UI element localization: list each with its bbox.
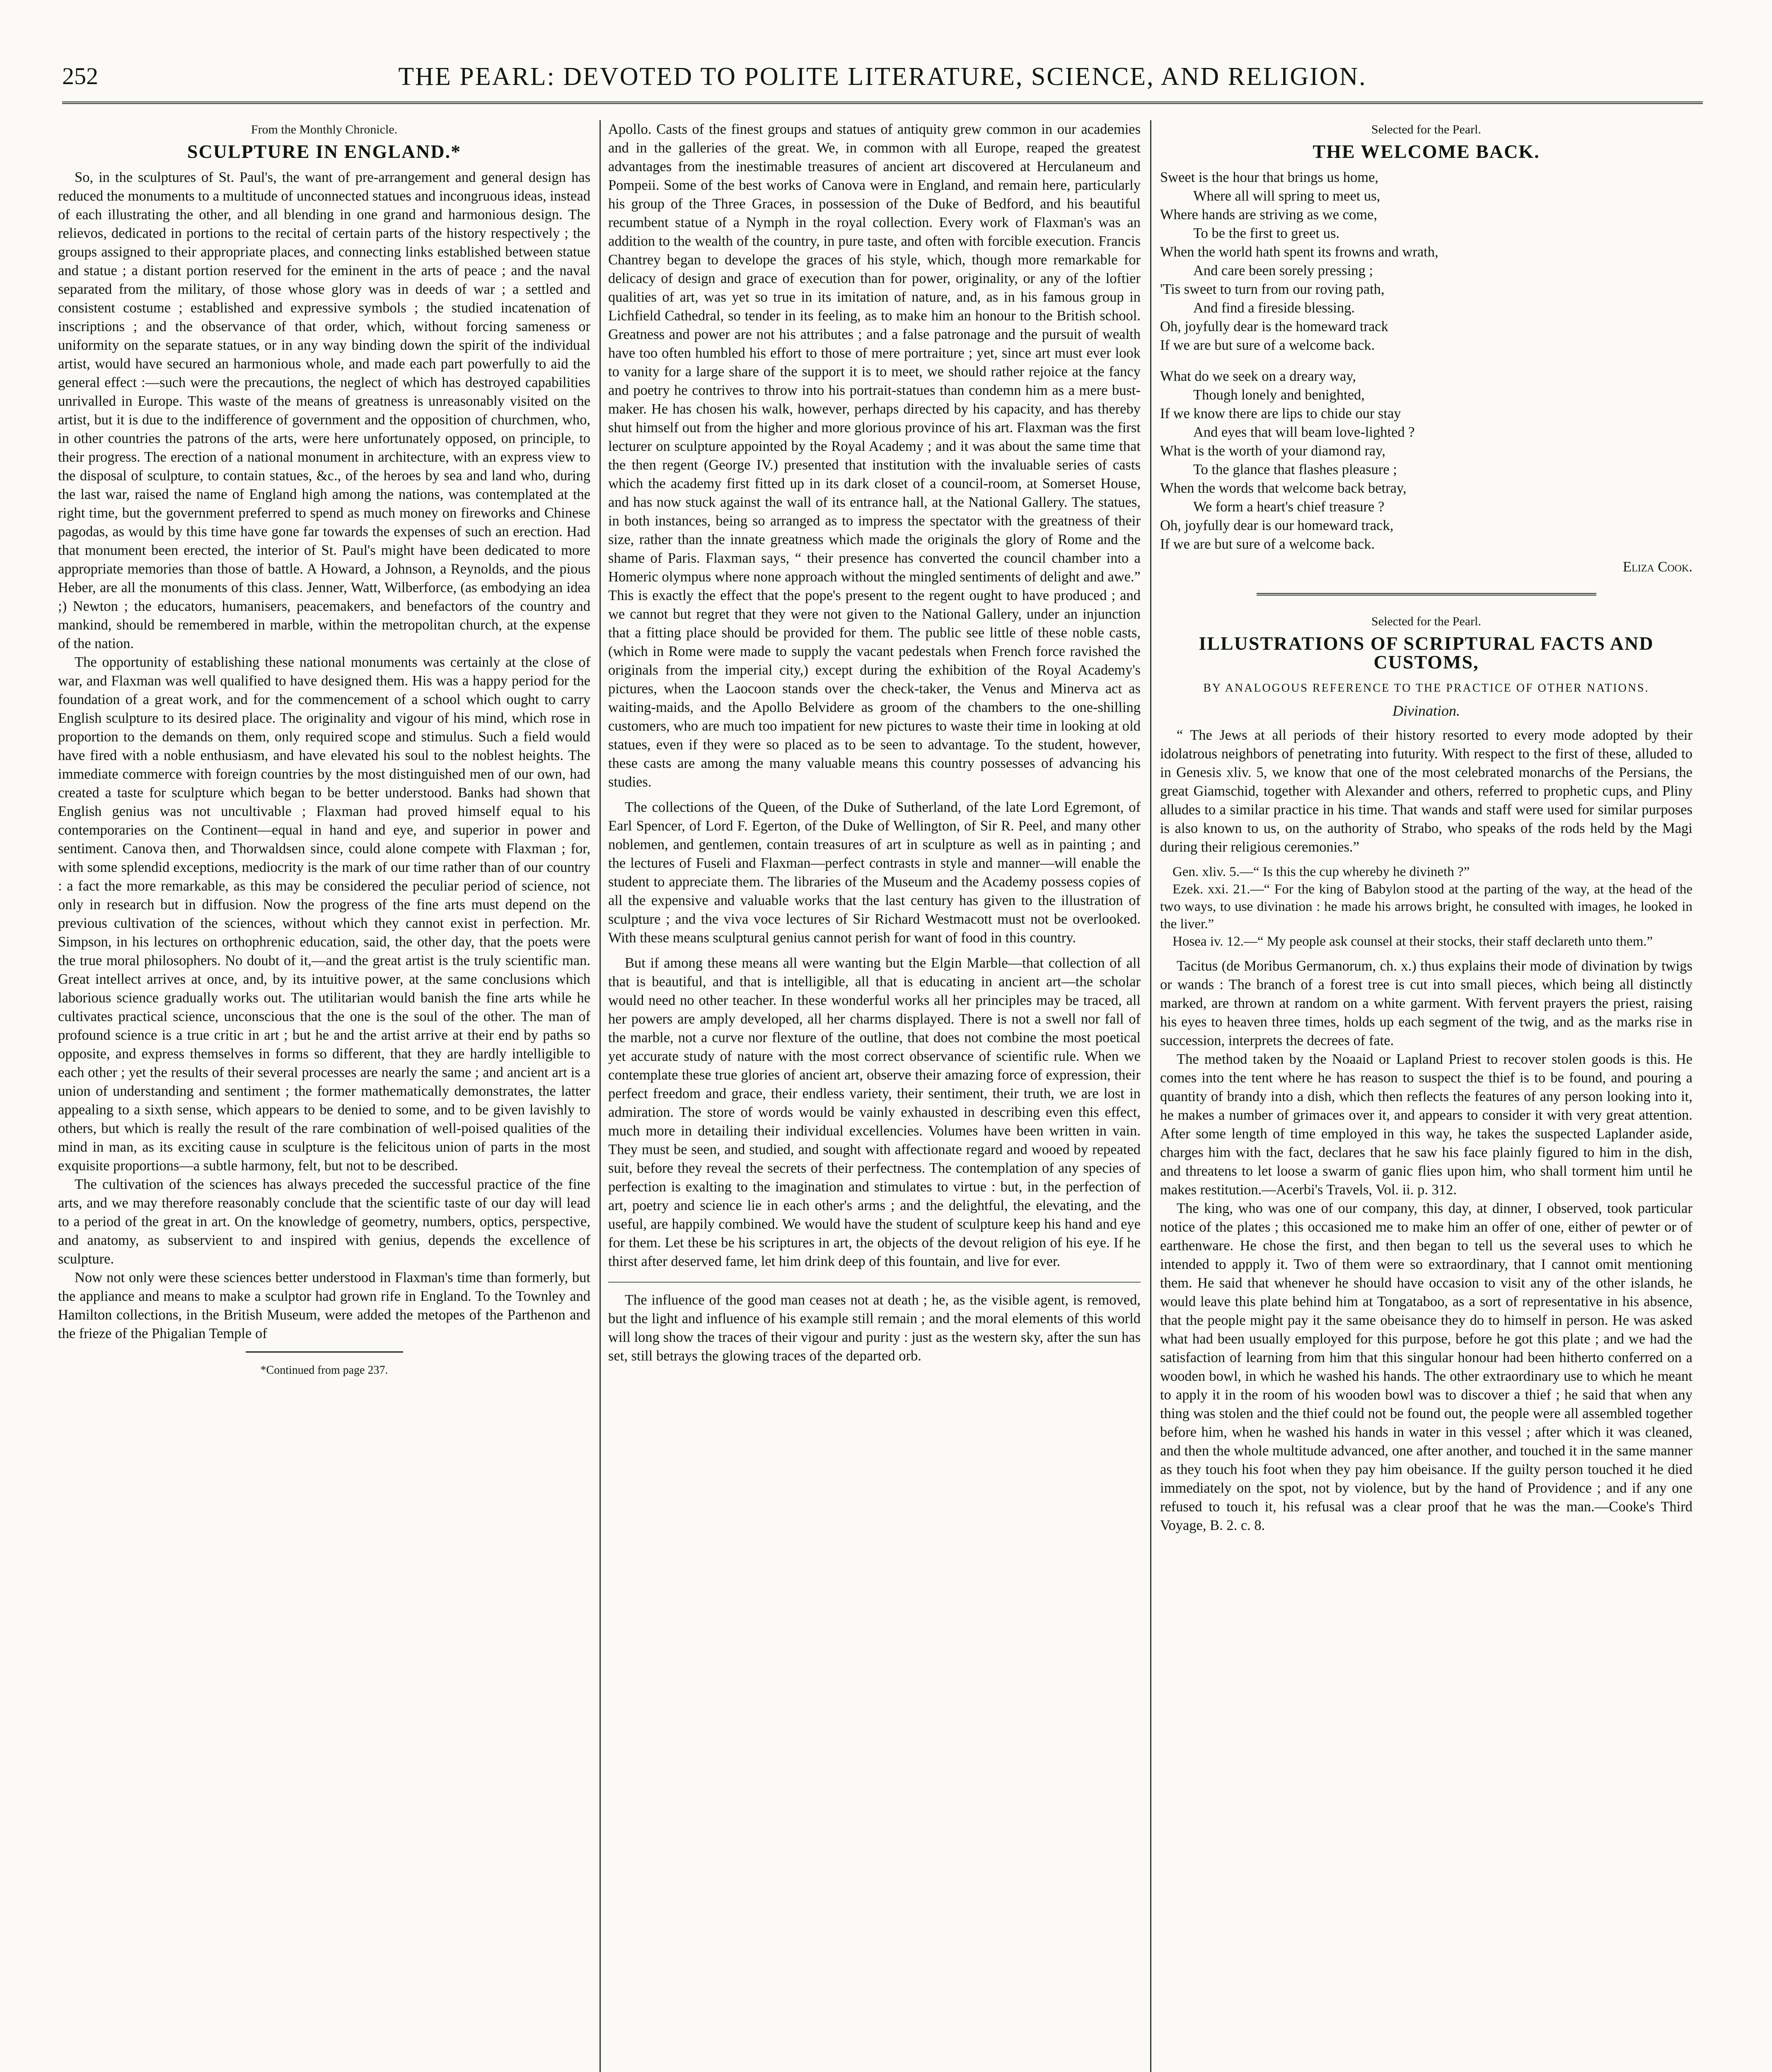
- paragraph: Tacitus (de Moribus Germanorum, ch. x.) thus explains their mode of divination by twigs or wands : The branch of a forest tree is cut into small pieces, which being all distinctly marked, are thrown at random on a white garment. With fervent prayers the priest, raising his eyes to heaven three times, holds up each segment of the twig, and as the marks rise in succession, interprets the decrees of fate.: [1160, 958, 1692, 1048]
- poem-stanza-1: [1160, 168, 1692, 355]
- section-divider: [1257, 593, 1596, 595]
- poem-line: To the glance that flashes pleasure ;: [1193, 462, 1397, 477]
- page-header: [62, 62, 1703, 104]
- paragraph: “ The Jews at all periods of their history resorted to every mode adopted by their idolatrous neighbors of penetrating into futurity. With respect to the first of these, alluded to in Genesis xliv. 5, we know that one of the most celebrated monarchs of the Persians, the great Giamschid, together with Alexander and others, referred to prophetic cups, and Pliny alludes to a similar practice in his time. That wands and staff were used for similar purposes is also known to us, on the authority of Strabo, who speaks of the rods held by the Magi during their religious ceremonies.”: [1160, 727, 1692, 855]
- poem-line: If we are but sure of a welcome back.: [1160, 337, 1375, 353]
- footnote-rule: [246, 1351, 403, 1353]
- article-title: SCULPTURE IN ENGLAND.*: [187, 141, 462, 162]
- poem-line: To be the first to greet us.: [1193, 225, 1340, 241]
- poem-title: THE WELCOME BACK.: [1313, 141, 1540, 162]
- article-source: Selected for the Pearl.: [1371, 615, 1481, 628]
- paragraph: The collections of the Queen, of the Duke of Sutherland, of the late Lord Egremont, of Earl Spencer, of Lord F. Egerton, of the Duke of Wellington, of Sir R. Peel, and many other noblemen, and gentlemen, contain treasures of art in sculpture as well as in painting ; and the lectures of Fuseli and Flaxman—perfect contrasts in style and manner—will enable the student to appreciate them. The libraries of the Museum and the Academy possess copies of all the expensive and valuable works that the last century has given to the illustration of sculpture ; and the viva voce lectures of Sir Richard Westmacott must not be overlooked. With these means sculptural genius cannot perish for want of food in this country.: [608, 799, 1141, 946]
- poem-line: Oh, joyfully dear is the homeward track: [1160, 319, 1388, 334]
- column-rule: [600, 120, 601, 2072]
- poem-line: Though lonely and benighted,: [1193, 387, 1365, 403]
- paragraph: Apollo. Casts of the finest groups and statues of antiquity grew common in our academies and in the galleries of the great. We, in common with all Europe, reaped the greatest advantages from the inestimable treasures of ancient art discovered at Herculaneum and Pompeii. Some of the best works of Canova were in England, and remain here, particularly his group of the Three Graces, in possession of the Duke of Bedford, and his beautiful recumbent statue of a Nymph in the royal collection. Every work of Flaxman's was an addition to the wealth of the country, in pure taste, and often with forcible execution. Francis Chantrey began to develope the graces of his style, which, though more remarkable for delicacy of design and grace of execution than for power, originality, or any of the loftier qualities of art, was yet so true in its imitation of nature, and, as in his famous group in Lichfield Cathedral, so tender in its feeling, as to make him an honour to the British school. Greatness and power are not his attributes ; and a false patronage and the pursuit of wealth have too often humbled his effort to those of mere portraiture ; yet, since art must ever look to vanity for a large share of the support it is to meet, we should rather rejoice at the fancy and poetry he contrives to throw into his portrait-statues than condemn him as a mere bust-maker. He has chosen his walk, however, perhaps directed by his capacity, and has thereby shut himself out from the higher and more glorious province of his art. Flaxman was the first lecturer on sculpture appointed by the Royal Academy ; and it was about the same time that the then regent (George IV.) presented that institution with the invaluable series of casts which the academy first fitted up in its dark closet of a council-room, at Somerset House, and has now stuck against the wall of its entrance hall, at the National Gallery. The statues, in both instances, being so arranged as to impress the spectator with the greatness of their size, rather than the innate greatness which made the originals the glory of Rome and the shame of Paris. Flaxman says, “ their presence has converted the council chamber into a Homeric olympus where none approach without the mingled sentiments of delight and awe.” This is exactly the effect that the pope's present to the regent ought to have produced ; and we cannot but regret that they were not given to the National Gallery, under an injunction that a fitting place should be provided for them. The public see little of these noble casts, (which in Rome were made to supply the vacant pedestals when French force ravished the originals from the imperial city,) except during the exhibition of the Royal Academy's pictures, when the Laocoon stands over the check-taker, the Venus and Minerva act as waiting-maids, and the Apollo Belvidere as groom of the chambers to the one-shilling customers, who are much too impatient for new pictures to waste their time in looking at old statues, even if they were so placed as to be seen to advantage. To the student, however, these casts are among the many valuable means this country possesses of advancing his studies.: [608, 121, 1141, 790]
- poem-line: We form a heart's chief treasure ?: [1193, 499, 1385, 515]
- spacer: [1160, 355, 1692, 367]
- paragraph: The opportunity of establishing these national monuments was certainly at the close of war, and Flaxman was well qualified to have designed them. His was a happy period for the foundation of a great work, and for the commencement of a school which ought to carry English sculpture to its desired place. The originality and vigour of his mind, which rose in proportion to the demands on them, only required scope and stimulus. Such a field would have fired with a noble enthusiasm, and have elevated his soul to the noblest heights. The immediate commerce with foreign countries by the most distinguished men of our own, had created a taste for sculpture which began to be better understood. Banks had shown that English genius was not uncultivable ; Flaxman had proved himself equal to his contemporaries on the Continent—equal in hand and eye, and superior in power and sentiment. Canova then, and Thorwaldsen since, could alone compete with Flaxman ; for, with some splendid exceptions, mediocrity is the mark of our time rather than of our country : a fact the more remarkable, as this may be considered the peculiar period of science, not only in research but in diffusion. Now the progress of the fine arts must depend on the previous cultivation of the sciences, without which they cannot exist in perfection. Mr. Simpson, in his lectures on orthophrenic education, said, the other day, that the poets were the true moral philosophers. No doubt of it,—and the great artist is the truly scientific man. Great intellect arrives at once, and, by its intuitive power, at the same conclusions which laborious science gradually works out. The utilitarian would banish the fine arts while he cultivates practical science, unconscious that the one is the soul of the other. The man of profound science is a true critic in art ; but he and the artist arrive at their end by paths so opposite, and express themselves in forms so different, that they are hardly intelligible to each other ; yet the results of their several processes are nearly the same ; and ancient art is a union of understanding and sentiment ; the former mathematically demonstrates, the latter appealing to a sixth sense, which appears to be denied to some, and to be given lavishly to others, but which is really the result of the rare combination of well-poised qualities of the mind in man, as its exciting cause in sculpture is the felicitous union of parts in the most exquisite proportions—a subtle harmony, felt, but not to be described.: [58, 654, 590, 1174]
- paragraph: The method taken by the Noaaid or Lapland Priest to recover stolen goods is this. He comes into the tent where he has reason to suspect the thief is to be found, and pouring a quantity of brandy into a dish, which then reflects the features of any person looking into it, he makes a number of grimaces over it, and appears to consider it with very great attention. After some length of time employed in this way, he takes the suspected Laplander aside, charges him with the fact, declares that he saw his face plainly figured to him in the dish, and threatens to let loose a swarm of ganic flies upon him, who shall torment him until he makes restitution.—Acerbi's Travels, Vol. ii. p. 312.: [1160, 1051, 1692, 1198]
- poem-line: What do we seek on a dreary way,: [1160, 368, 1356, 384]
- article-subtitle: BY ANALOGOUS REFERENCE TO THE PRACTICE OF OTHER NATIONS.: [1203, 682, 1649, 695]
- poem-line: Sweet is the hour that brings us home,: [1160, 169, 1379, 185]
- paragraph: The cultivation of the sciences has always preceded the successful practice of the fine arts, and we may therefore reasonably conclude that the scientific taste of our day will lead to a period of the great in art. On the knowledge of geometry, numbers, optics, perspective, and anatomy, as subservient to and inspired with genius, depends the excellence of sculpture.: [58, 1176, 590, 1267]
- poem-line: And care been sorely pressing ;: [1193, 263, 1373, 278]
- spacer: [1160, 950, 1692, 957]
- poem-line: What is the worth of your diamond ray,: [1160, 443, 1385, 459]
- poem-line: 'Tis sweet to turn from our roving path,: [1160, 281, 1385, 297]
- scripture-quote: Ezek. xxi. 21.—“ For the king of Babylon stood at the parting of the way, at the head of the two ways, to use divination : he made his arrows bright, he consulted with images, he looked in the liver.”: [1160, 882, 1692, 932]
- footnote: *Continued from page 237.: [260, 1364, 388, 1377]
- poem-line: Oh, joyfully dear is our homeward track,: [1160, 518, 1394, 533]
- spacer: [608, 947, 1141, 954]
- paragraph: So, in the sculptures of St. Paul's, the want of pre-arrangement and general design has reduced the monuments to a multitude of unconnected statues and incongruous ideas, instead of each illustrating the other, and all blending in one grand and harmonious design. The relievos, dedicated in portions to the recital of certain parts of the history respectively ; the groups assigned to their appropriate places, and connecting links established between statue and statue ; a distant portion reserved for the eminent in the arts of peace ; and the naval separated from the military, of those whose glory was in deeds of war ; a settled and consistent costume ; established and expressive symbols ; the studied incatenation of inscriptions ; and the observance of that order, which, without forcing sameness or uniformity on the separate statues, or in any way binding down the spirit of the individual artist, would have secured an harmonious whole, and made each part powerfully to aid the general effect :—such were the precautions, the neglect of which has destroyed capabilities unrivalled in Europe. This waste of the means of greatness is unreasonably visited on the artist, but it is due to the indifference of government and the opposition of churchmen, who, in other countries the patrons of the arts, were here unfortunately opposed, on principle, to their progress. The erection of a national monument in architecture, with an express view to the disposal of sculpture, to contain statues, &c., of the heroes by sea and land who, during the last war, raised the name of England high among the nations, was contemplated at the right time, but the government preferred to spend as much money on fireworks and Chinese pagodas, as would by this time have gone far towards the expenses of such an erection. Had that monument been erected, the interior of St. Paul's might have been dedicated to more appropriate memories than those of battle. A Howard, a Johnson, a Reynolds, and the pious Heber, are all the monuments of this class. Jenner, Watt, Wilberforce, (as embodying an idea ;) Newton ; the educators, humanisers, peacemakers, and benefactors of the country and mankind, should be remembered in marble, within the metropolitan church, at the expense of the nation.: [58, 169, 590, 651]
- poem-line: If we are but sure of a welcome back.: [1160, 536, 1375, 552]
- scripture-quote: Hosea iv. 12.—“ My people ask counsel at their stocks, their staff declareth unto them.”: [1172, 934, 1653, 949]
- poem-stanza-2: [1160, 367, 1692, 554]
- paragraph: But if among these means all were wanting but the Elgin Marble—that collection of all that is beautiful, and that is intelligible, all that is educating in ancient art—the scholar would need no other teacher. In these wonderful works all her principles may be traced, all her powers are amply developed, all her charms displayed. There is not a swell nor fall of the marble, not a curve nor flexture of the outline, that does not combine the most poetical yet accurate study of nature with the most correct observance of scientific rule. When we contemplate these true glories of ancient art, observe their amazing force of expression, their perfect freedom and grace, their endless variety, their sentiment, their truth, we are lost in admiration. The store of words would be vainly exhausted in describing even this effect, much more in detailing their individual excellencies. Volumes have been written in vain. They must be seen, and studied, and sought with affectionate regard and wooed by repeated suit, before they reveal the secrets of their perfectness. The contemplation of any species of perfection is exalting to the imagination and stimulates to virtue : but, in the perfection of art, poetry and science lie in each other's arms ; and the delightful, the elevating, and the useful, are happily combined. We would have the student of sculpture keep his hand and eye for them. Let these be his scriptures in art, the objects of the devout religion of his eye. If he thirst after deserved fame, let him drink deep of this fountain, and live for ever.: [608, 955, 1141, 1269]
- column-left: [58, 120, 590, 2072]
- scripture-quote: Gen. xliv. 5.—“ Is this the cup whereby he divineth ?”: [1172, 864, 1470, 879]
- poem-line: Where hands are striving as we come,: [1160, 207, 1378, 223]
- poem-line: And find a fireside blessing.: [1193, 300, 1355, 316]
- page-number: 252: [62, 63, 98, 90]
- column-rule: [1150, 120, 1151, 2072]
- running-title: THE PEARL: DEVOTED TO POLITE LITERATURE, SCIENCE, AND RELIGION.: [398, 63, 1367, 91]
- paragraph: Now not only were these sciences better understood in Flaxman's time than formerly, but the appliance and means to make a sculptor had grown rife in England. To the Townley and Hamilton collections, in the British Museum, were added the metopes of the Parthenon and the frieze of the Phigalian Temple of: [58, 1270, 590, 1341]
- article-source: From the Monthly Chronicle.: [251, 123, 398, 136]
- poem-line: When the words that welcome back betray,: [1160, 480, 1407, 496]
- poem-line: Where all will spring to meet us,: [1193, 188, 1380, 204]
- spacer: [1160, 857, 1692, 863]
- poem-line: If we know there are lips to chide our stay: [1160, 406, 1401, 421]
- poem-line: And eyes that will beam love-lighted ?: [1193, 424, 1415, 440]
- spacer: [608, 792, 1141, 798]
- article-title: ILLUSTRATIONS OF SCRIPTURAL FACTS AND CUSTOMS,: [1199, 633, 1654, 673]
- section-title: Divination.: [1392, 702, 1460, 719]
- poem-author: Eliza Cook.: [1623, 559, 1692, 575]
- column-right: [1160, 120, 1692, 2072]
- poem-line: When the world hath spent its frowns and wrath,: [1160, 244, 1438, 260]
- influence-paragraph: The influence of the good man ceases not at death ; he, as the visible agent, is removed, but the light and influence of his example still remain ; and the moral elements of this world will long show the traces of their vigour and purity : just as the western sky, after the sun has set, still betrays the glowing traces of the departed orb.: [608, 1292, 1141, 1364]
- column-middle: [608, 120, 1141, 2072]
- section-rule: [608, 1282, 1141, 1283]
- paragraph: The king, who was one of our company, this day, at dinner, I observed, took particular notice of the plates ; this occasioned me to make him an offer of one, either of pewter or of earthenware. He chose the first, and then began to tell us the several uses to which he intended to appply it. Two of them were so extraordinary, that I cannot omit mentioning them. He said that whenever he should have occasion to visit any of the other islands, he would leave this plate behind him at Tongataboo, as a sort of representative in his absence, that the people might pay it the same obeisance they do to himself in person. He was asked what had been usually employed for this purpose, before he got this plate ; and we had the satisfaction of learning from him that this singular honour had been hitherto conferred on a wooden bowl, in which he washed his hands. The other extraordinary use to which he meant to apply it in the room of his wooden bowl was to discover a thief ; he said that when any thing was stolen and the thief could not be found out, the people were all assembled together before him, when he washed his hands in water in this vessel ; after which it was cleaned, and then the whole multitude advanced, one after another, and touched it in the same manner as they touch his foot when they pay him obeisance. If the guilty person touched it he died immediately on the spot, not by violence, but by the hand of Providence ; and if any one refused to touch it, his refusal was a clear proof that he was the man.—Cooke's Third Voyage, B. 2. c. 8.: [1160, 1201, 1692, 1533]
- poem-source: Selected for the Pearl.: [1371, 123, 1481, 136]
